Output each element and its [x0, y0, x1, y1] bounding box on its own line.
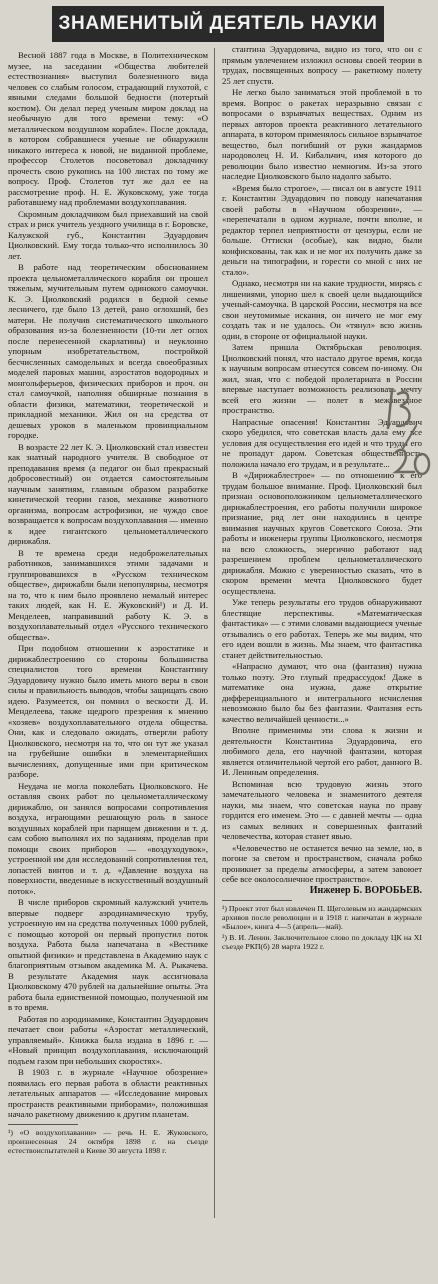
article-paragraph: В работе над теоретическим обоснованием проекта цельнометаллического корабля он прошел тяжелым, мучительным путем одинокого самоучки. К. Э. Циолковский родился в бедной семье лесничего, где было 13 детей, рано оглохший, без матери. Не получив систематического школьного образования из-за болезненности (10-ти лет оглох после перенесенной скарлатины) и неуклонно упорным изобретательством, постройкой бесчисленных самодельных и всегда своеобразных моделей паровых машин, аэростатов водородных и монгольферьеров, физических приборов и проч. он стал самоучкой, наполняя обширные познания в области физики, математики, теоретической и прикладной механики. Жил он на средства от дешевых уроков в маленьком провинциальном городке. — [8, 262, 208, 440]
article-paragraph: Напрасные опасения! Константин Эдуардович скоро убедился, что советская власть дала ему все условия для осуществления его идей и что труды его не пропадут даром. Советская общественность положила начало его трудам, и в результате... — [222, 416, 422, 469]
article-paragraph: В возрасте 22 лет К. Э. Циолковский стал известен как знатный народного учителя. В свободное от преподавания время (а педагог он был прекрасный добросовестный) он отдается самостоятельным научным занятиям, главным образом разработке кинетической теории газов, механике животного организма, вопросам астрофизики, не чуждо свое возвращается к вопросам воздухоплавания — именно к идее гигантского цельнометаллического дирижабля. — [8, 441, 208, 546]
article-paragraph: В числе приборов скромный калужский учитель впервые подверг аэродинамическую трубу, устроенную им на средства полученных 1000 рублей, с помощью которой он первый пропустил поток воздуха. Работа была напечатана в «Вестнике опытной физики» и представлена в Академию наук с благоприятным отзывом академика М. А. Рыкачева. В результате Академия наук ассигновала Циолковскому 470 рублей на дальнейшие опыты. Эта работа была единственной помощью, полученной им в то время. — [8, 897, 208, 1012]
article-paragraph: Затем пришла Октябрьская революция. Циолковский понял, что настало другое время, когда к научным вопросам отнесутся совсем по-иному. Он жил, зная, что с победой пролетариата в России впервые наступает возможность реализовать мечту всей его жизни — полет в межзвездное пространство. — [222, 342, 422, 415]
headline-banner — [52, 6, 384, 42]
article-paragraph: «Время было строгое», — писал он в августе 1911 г. Константин Эдуардович по поводу напечатания своей работы в «Научном обозрении», — «перепечатали в одном журнале, почти вполне, и редактор терпел неприятности от цензуры, если не больше. Оттиски (особые), как видно, были конфискованы, так как и не мог их получить даже за деньги на типографии, и горести со мной с них не стало». — [222, 182, 422, 277]
article-paragraph: При подобном отношении к аэростатике и дирижаблестроению со стороны большинства специалистов того времени Константину Эдуардовичу нужно было иметь много веры в свои силы и правильность выводов, чтобы защищать свою идею. Разумеется, он помнил о вескости Д. И. Менделеева, также щедрого презрения к мнению «хозяев» воздухоплавательного отдела общества. Они, как и следовало ожидать, отвергли работу Циолковского, несмотря на то, что он тут же указал на грубейшие ошибки в элементарнейших вычислениях, допущенные ими при критическом разборе. — [8, 643, 208, 779]
article-headline: ЗНАМЕНИТЫЙ ДЕЯТЕЛЬ НАУКИ — [58, 13, 378, 34]
footnote-rule — [8, 1124, 78, 1125]
article-paragraph: В те времена среди недоброжелательных работников, занимавшихся этими задачами и группировавшихся в «Русском техническом обществе», дирижабли были непопулярны, несмотря на то, что к ним было проявлено немалый интерес таких людей, как Н. Е. Жуковский¹) и Д. И. Менделеев, направивший работу К. Э. в воздухоплавательный отдел «Русского технического общества». — [8, 547, 208, 642]
article-paragraph: Уже теперь результаты его трудов обнаруживают блестящие перспективы. «Математическая фантастика» — с этими словами выдающиеся ученые отзывались о его работах. Теперь же мы видим, что его идеи вошли в жизнь. Мы знаем, что фантастика станет действительностью. — [222, 597, 422, 660]
article-paragraph: Вспоминая всю трудовую жизнь этого замечательного человека и знаменитого деятеля науки, мы знаем, что советская наука по праву гордится его именем. Это — с давней мечты — одна из самых великих и совершенных фантазий человечества, которая станет явью. — [222, 778, 422, 841]
article-paragraph: Не легко было заниматься этой проблемой в то время. Вопрос о ракетах неразрывно связан с вопросами о взрывчатых веществах. Одним из первых авторов проекта реактивного летательного аппарата, в котором применялось сильное взрывчатое вещество, был погибший от руки жандармов народоволец Н. И. Кибальчич, имя которого до революции было известно немногим. Из-за этого наследие Циолковского было надолго забыто. — [222, 87, 422, 181]
author-signature: Инженер Б. ВОРОБЬЕВ. — [309, 884, 422, 896]
footnote-rule — [222, 900, 292, 901]
article-paragraph: В «Дирижаблестрое» — по отношению к его трудам большое внимание. Проф. Циолковский был признан основоположником цельнометаллического дирижаблестроения, его работы получили широкое признание, ряд лет они находились в центре внимания научных кругов Советского Союза. Эти работы и инженеры группы Циолковского, несмотря на всю сложность, энергично работают над разрешением проблем цельнометаллического дирижабля. Можно с уверенностью сказать, что в скором времени мечта Циолковского будет осуществлена. — [222, 470, 422, 596]
article-paragraph: Работая по аэродинамике, Константин Эдуардович печатает свои работы «Аэростат металлический, управляемый». Книжка была издана в 1896 г. — «Новый принцип воздухоплавания, исключающий подъем газом при небольших скоростях». — [8, 1013, 208, 1066]
footnote: ¹) «О воздухоплавании» — речь Н. Е. Жуковского, произнесенная 24 октября 1898 г. на съезде естествоиспытателей в Киеве 30 августа 1898 г. — [8, 1127, 208, 1155]
right-column — [222, 44, 422, 1194]
article-paragraph: Однако, несмотря ни на какие трудности, мирясь с лишениями, упорно шел к своей цели выдающийся ученый-самоучка. В царской России, несмотря на все свои неутомимые искания, он ничего не мог ему создать так и не удалось. Он «тянул» всю жизнь один, в стороне от официальной науки. — [222, 278, 422, 341]
article-paragraph: Неудача не могла поколебать Циолковского. Не оставляя своих работ по цельнометаллическому дирижаблю, он занялся вопросами сопротивления воздуха, играющими решающую роль в заносе воздушных кораблей при парящем движении и т. д. сам собою выполнял их по заданиям, проделав при помощи своих приборов — «воздуходувок», устроенной им для исследований сопротивления тел, лопастей винтов и т. д. «Давление воздуха на поверхности, введенные в искусственный воздушный поток». — [8, 780, 208, 896]
article-paragraph: Весной 1887 года в Москве, в Политехническом музее, на заседании «Общества любителей естествознания» выступил болезненного вида человек со слабым голосом, страдающий глухотой, с явными следами большой бедности (потертый костюм). Он делал перед ученым миром доклад на необычную для того времени тему: «О металлическом воздушном корабле». После доклада, в котором собравшиеся ученые не обнаружили никакого интереса к новой, не виданной проблеме, профессор Столетов посоветовал докладчику прочесть свою рукопись на 100 листах по тому же вопросу. Проф. Столетов тут же дал ее на рассмотрение проф. Н. Е. Жуковскому, уже тогда работавшему над проблемами воздухоплавания. — [8, 50, 208, 207]
article-paragraph: стантина Эдуардовича, видно из того, что он с прямым увлечением изложил основы своей теории в трудах, посвященных вопросу — ракетному полету 25 лет спустя. — [222, 44, 422, 86]
article-paragraph: Скромным докладчиком был приехавший на свой страх и риск учитель уездного училища в г. Боровске, Калужской губ., Константин Эдуардович Циолковский. Ему тогда только-что исполнилось 30 лет. — [8, 208, 208, 261]
footnote: ¹) Проект этот был извлечен П. Щеголевым из жандармских архивов после революции и в 1918 г. напечатан в журнале «Былое», книга 4—5 (апрель—май). — [222, 904, 422, 932]
left-column — [8, 50, 208, 1190]
handwritten-note-mark — [382, 380, 432, 490]
article-paragraph: «Напрасно думают, что она (фантазия) нужна только поэту. Это глупый предрассудок! Даже в математике она нужна, даже открытие дифференциального и интегрального исчисления невозможно было бы без фантазии. Фантазия есть качество величайшей ценности...» — [222, 661, 422, 724]
article-paragraph: Вполне применимы эти слова к жизни и деятельности Константина Эдуардовича, его любимого дела, его научной фантазии, которая является отличительной чертой его работ, данного В. И. Лениным определения. — [222, 725, 422, 777]
footnote: ²) В. И. Ленин. Заключительное слово по докладу ЦК на XI съезде РКП(б) 28 марта 1922 г. — [222, 932, 422, 951]
column-divider — [214, 48, 215, 1218]
article-paragraph: «Человечество не останется вечно на земле, но, в погоне за светом и пространством, сначала робко проникнет за пределы атмосферы, а затем завоюет себе все околосолнечное пространство». — [222, 842, 422, 884]
article-paragraph: В 1903 г. в журнале «Научное обозрение» появилась его первая работа в области реактивных летательных аппаратов — «Исследование мировых пространств реактивными приборами», положившая начало ракетному движению к другим планетам. — [8, 1067, 208, 1119]
